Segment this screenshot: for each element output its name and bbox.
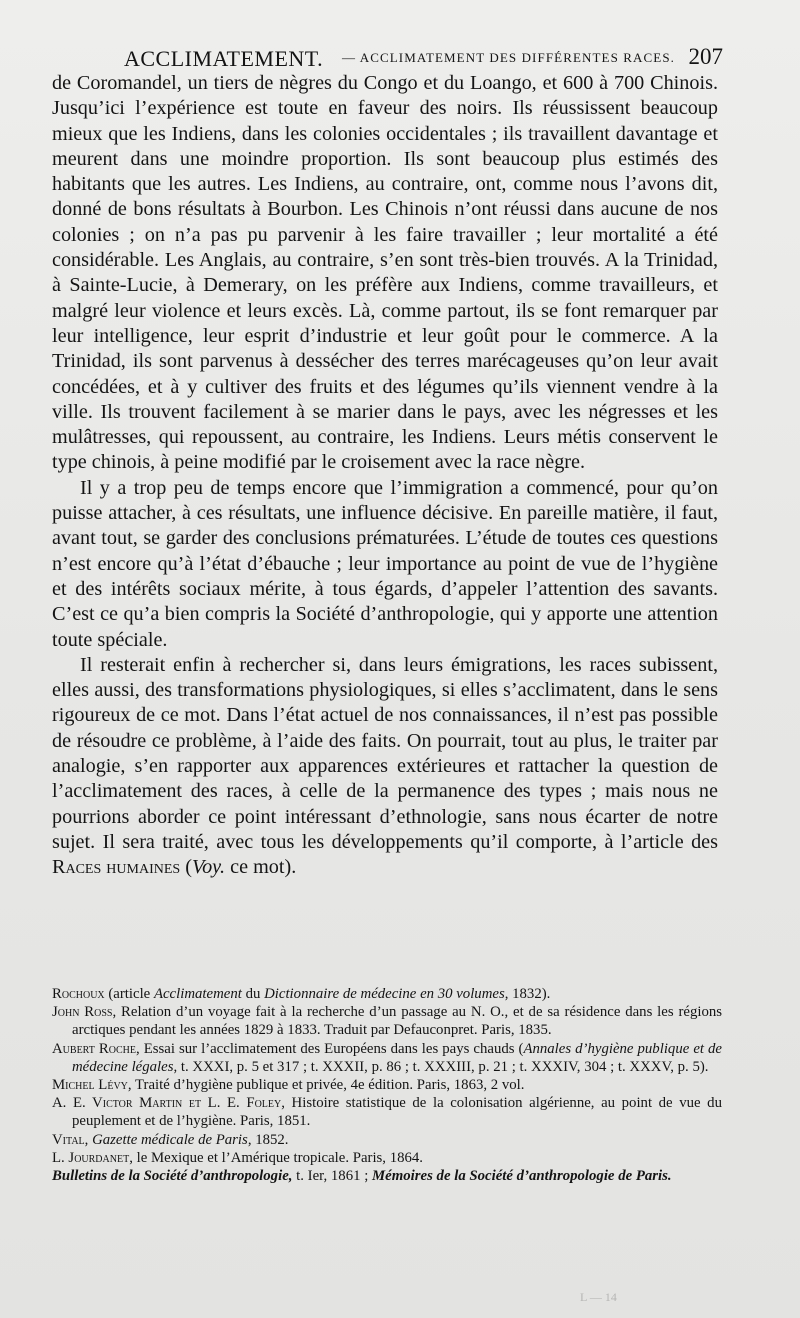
reference-title: Acclimatement: [153, 986, 242, 1002]
reference-author: Rochoux: [52, 986, 105, 1002]
reference-item: [52, 1094, 722, 1130]
reference-author: L. Jourdanet: [52, 1149, 130, 1166]
reference-text: , Relation d’un voyage fait à la recherche d’un passage au N. O., et de sa résidence dans les régions arctiques pendant les années 1829 à 1833. Traduit par Defauconpret. Paris, 1835.: [72, 1004, 723, 1039]
reference-text: (article: [104, 986, 154, 1002]
running-header: [52, 40, 723, 74]
reference-text: du: [241, 986, 265, 1002]
reference-item: [52, 1149, 722, 1167]
reference-title: Gazette médicale de Paris: [92, 1131, 248, 1148]
bleed-through-text: L — 14: [580, 1290, 617, 1304]
reference-title: Dictionnaire de médecine en 30 volumes: [264, 986, 505, 1002]
paragraph-3: [52, 653, 718, 881]
reference-author: Michel Lévy: [52, 1077, 128, 1094]
voy-open: (: [185, 856, 192, 879]
reference-text: , 1832).: [504, 986, 551, 1002]
reference-author: John Ross: [52, 1004, 113, 1021]
reference-title: Annales d’hygiène publique et de médecine légales: [72, 1040, 722, 1075]
reference-text: t. Ier, 1861 ;: [292, 1168, 373, 1185]
reference-item: [52, 1076, 722, 1094]
running-subtitle: — ACCLIMATEMENT DES DIFFÉRENTES RACES.: [342, 50, 676, 65]
reference-item: [52, 985, 722, 1003]
reference-title: Mémoires de la Société d’anthropologie de Paris.: [372, 1168, 672, 1185]
reference-text: , Histoire statistique de la colonisation algérienne, au point de vue du peuplement et de l’hygiène. Paris, 1851.: [72, 1095, 722, 1130]
reference-item: [52, 1131, 722, 1149]
paragraph-2: Il y a trop peu de temps encore que l’immigration a commencé, pour qu’on puisse attacher, à ces résultats, une influence décisive. En pareille matière, il faut, avant tout, se garder des conclusions prématurées. L’étude de toutes ces questions n’est encore qu’à l’état d’ébauche ; leur importance au point de vue de l’hygiène et des intérêts sociaux mérite, à tous égards, d’appeler l’attention des savants. C’est ce qu’a bien compris la Société d’anthropologie, qui y apporte une attention toute spéciale.: [52, 476, 718, 651]
voy-close: ce mot).: [230, 856, 297, 879]
reference-author: A. E. Victor Martin et L. E. Foley: [52, 1095, 282, 1112]
reference-text: ,: [84, 1131, 93, 1148]
reference-author: Vital: [52, 1131, 85, 1148]
reference-title: Bulletins de la Société d’anthropologie,: [52, 1168, 293, 1185]
paragraph-1: de Coromandel, un tiers de nègres du Congo et du Loango, et 600 à 700 Chinois. Jusqu’ici l’expérience est toute en faveur des noirs. Ils réussissent beaucoup mieux que les Indiens, dans les colonies occidentales ; ils travaillent davantage et meurent dans une moindre proportion. Ils sont beaucoup plus estimés des habitants que les autres. Les Indiens, au contraire, ont, comme nous l’avons dit, donné de bons résultats à Bourbon. Les Chinois n’ont réussi dans aucune de nos colonies ; on n’a pas pu parvenir à les faire travailler ; leur mortalité a été considérable. Les Anglais, au contraire, s’en sont très-bien trouvés. A la Trinidad, à Sainte-Lucie, à Demerary, on les préfère aux Indiens, comme travailleurs, et malgré leur violence et leurs excès. Là, comme partout, ils se font remarquer par leur intelligence, leur esprit d’industrie et leur goût pour le commerce. A la Trinidad, ils sont parvenus à dessécher des terres marécageuses qu’on leur avait concédées, et à y cultiver des fruits et des légumes qu’ils viennent vendre à la ville. Ils trouvent facilement à se marier dans le pays, avec les négresses et les mulâtresses, qui repoussent, au contraire, les Indiens. Leurs métis conservent le type chinois, à peine modifié par le croisement avec la race nègre.: [52, 72, 718, 474]
page-number: 207: [688, 44, 723, 69]
bibliography: [52, 985, 722, 1185]
paragraph-3-text: Il resterait enfin à rechercher si, dans leurs émigrations, les races subissent, elles aussi, des transformations physiologiques, si elles s’acclimatent, dans le sens rigoureux de ce mot. Dans l’état actuel de nos connaissances, il n’est pas possible de résoudre ce problème, à l’aide des faits. On pourrait, tout au plus, le traiter par analogie, s’en rapporter aux apparences extérieures et rattacher la question de l’acclimatement des races, à celle de la permanence des types ; mais nous ne pourrions aborder ce point intéressant d’ethnologie, sans nous écarter de notre sujet. Il sera traité, avec tous les développements qu’il comporte, à l’article des: [52, 653, 718, 853]
reference-text: , Traité d’hygiène publique et privée, 4e édition. Paris, 1863, 2 vol.: [127, 1077, 525, 1094]
reference-item: [52, 1167, 722, 1185]
reference-author: Aubert Roche: [52, 1040, 136, 1057]
reference-text: , 1852.: [247, 1131, 289, 1148]
reference-text: , Essai sur l’acclimatement des Européens dans les pays chauds (: [135, 1040, 524, 1057]
reference-text: , t. XXXI, p. 5 et 317 ; t. XXXII, p. 86 ; t. XXXIII, p. 21 ; t. XXXIV, 304 ; t. XXXV, p. 5).: [173, 1058, 709, 1075]
reference-text: , le Mexique et l’Amérique tropicale. Paris, 1864.: [129, 1149, 424, 1166]
cross-reference: Races humaines: [52, 856, 181, 879]
voy-label: Voy.: [191, 856, 226, 879]
body-text: [52, 71, 718, 881]
reference-item: [52, 1040, 722, 1076]
reference-item: [52, 1003, 723, 1039]
running-title: ACCLIMATEMENT.: [124, 46, 324, 71]
